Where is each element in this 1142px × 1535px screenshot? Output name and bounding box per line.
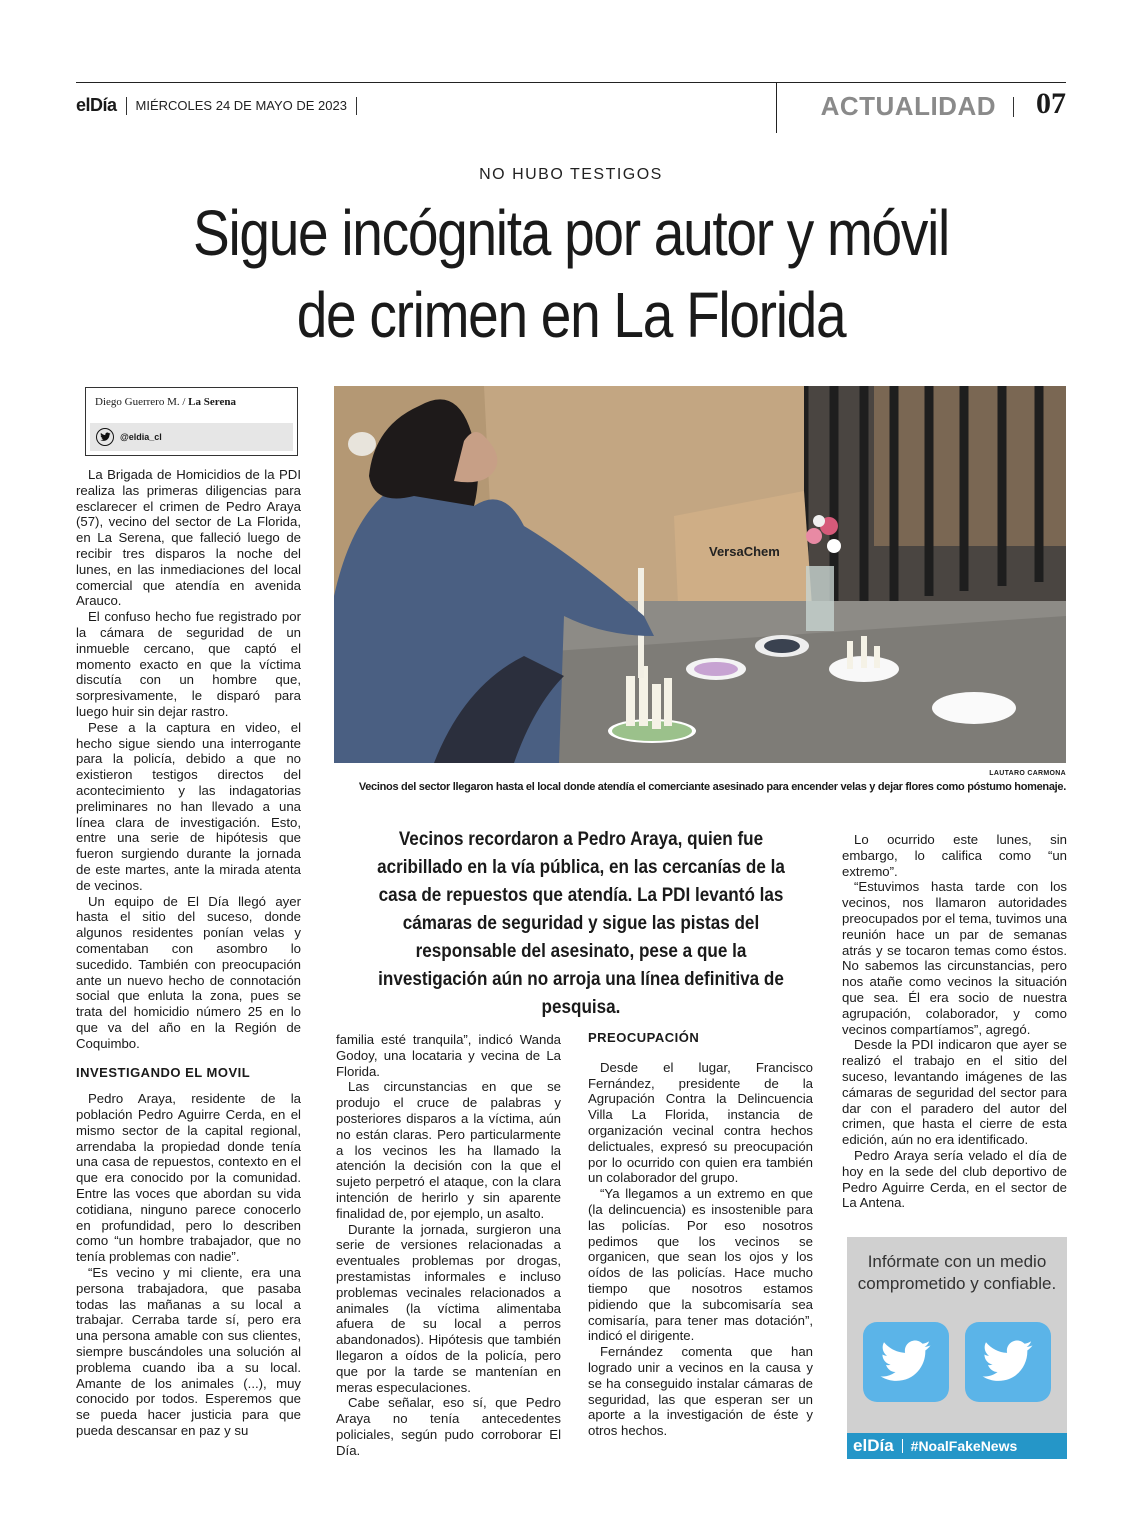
ad-hashtag[interactable]: #NoalFakeNews bbox=[910, 1438, 1018, 1454]
article-column-2 bbox=[336, 1032, 561, 1459]
article-column-1 bbox=[76, 467, 301, 1439]
paragraph: Lo ocurrido este lunes, sin embargo, lo califica como “un extremo”. bbox=[842, 832, 1067, 879]
byline-box bbox=[85, 387, 298, 456]
paragraph: “Ya llegamos a un extremo en que (la delincuencia) es insostenible para las policías. Por eso nosotros pedimos que los vecinos se organicen, que sean los ojos y los oídos de las policías. Hace mucho tiempo que nosotros estamos pidiendo que la subcomisaría sea comisaría, para tener mas dotación”, indicó el dirigente. bbox=[588, 1186, 813, 1344]
page-divider bbox=[1013, 97, 1014, 117]
paragraph: Pese a la captura en video, el hecho sigue siendo una interrogante para la policía, debido a que no existieron testigos directos del acontecimiento y las indagatorias preliminares no han llevado a una línea clara de investigación. Esto, entre una serie de hipótesis que fueron surgiendo durante la jornada de este martes, ante la mirada atenta de vecinos. bbox=[76, 719, 301, 893]
ad-text-line-1: Infórmate con un medio bbox=[867, 1252, 1047, 1271]
headline-line-1: Sigue incógnita por autor y móvil bbox=[193, 197, 949, 269]
paragraph: El confuso hecho fue registrado por la cámara de seguridad de un inmueble cercano, que captó el momento exacto en que la víctima discutía con un hombre que, sorpresivamente, le disparó para luego huir sin dejar rastro. bbox=[76, 609, 301, 719]
section-title: ACTUALIDAD bbox=[820, 91, 996, 121]
kicker: NO HUBO TESTIGOS bbox=[479, 166, 663, 183]
byline bbox=[95, 396, 236, 408]
author-location: La Serena bbox=[188, 396, 236, 408]
photo-caption: Vecinos del sector llegaron hasta el local donde atendía el comerciante asesinado para encender velas y dejar flores como póstumo homenaje. bbox=[358, 781, 1066, 793]
paragraph: Pedro Araya, residente de la población Pedro Aguirre Cerda, en el mismo sector de la capital regional, arrendaba la propiedad donde tenía una casa de repuestos, contexto en el que era conocido por la comunidad. Entre las voces que abordan su vida cotidiana, ninguno parece conocerlo en profundidad, pero lo describen como “un hombre trabajador, que no tenía problemas con nadie”. bbox=[76, 1091, 301, 1265]
paragraph: “Es vecino y mi cliente, era una persona trabajadora, que pasaba todas las mañanas a su local a trabajar. Cerraba tarde sí, pero era una persona amable con sus clientes, siempre buscándoles una solución al problema cuando iba a su local. Amante de los animales (...), muy conocido por todos. Esperemos que se pueda hacer justicia para que pueda descansar en paz y su bbox=[76, 1265, 301, 1439]
paragraph: Un equipo de El Día llegó ayer hasta el sitio del suceso, donde algunos residentes ponían velas y comentaban con asombro lo sucedido. También con preocupación ante un nuevo hecho de connotación social que enluta la zona, pues se trata del homicidio número 25 en lo que va del año en la Región de Coquimbo. bbox=[76, 893, 301, 1051]
svg-text:VersaChem: VersaChem bbox=[709, 544, 780, 559]
page-number: 07 bbox=[1036, 87, 1066, 120]
header-section-box bbox=[776, 83, 1066, 133]
ad-logo-dia: Día bbox=[867, 1436, 894, 1455]
header-divider bbox=[126, 97, 127, 115]
paragraph: Pedro Araya sería velado el día de hoy en la sede del club deportivo de Pedro Aguirre Cerda, en el sector de La Antena. bbox=[842, 1147, 1067, 1211]
header-left bbox=[76, 95, 357, 116]
paragraph: familia esté tranquila”, indicó Wanda Godoy, una locataria y vecina de La Florida. bbox=[336, 1032, 561, 1079]
paragraph: “Estuvimos hasta tarde con los vecinos, nos llamaron autoridades preocupados por el tema, tuvimos una reunión hace un par de semanas atrás y se tocaron temas como éstos. No sabemos las circunstancias, pero nos atañe como vecinos la situación que sea. Él era socio de nuestra agrupación, colaborador, y como vecinos compartíamos”, agregó. bbox=[842, 879, 1067, 1037]
article-column-3 bbox=[588, 1018, 813, 1439]
header-divider bbox=[356, 97, 357, 115]
newspaper-logo[interactable] bbox=[76, 95, 117, 116]
twitter-line[interactable] bbox=[90, 423, 293, 451]
twitter-handle: @eldia_cl bbox=[120, 432, 162, 442]
logo-dia: Día bbox=[90, 95, 117, 115]
paragraph: Cabe señalar, eso sí, que Pedro Araya no tenía antecedentes policiales, según pudo corroborar El Día. bbox=[336, 1395, 561, 1458]
page-header bbox=[76, 82, 1066, 132]
headline bbox=[132, 192, 1011, 356]
subheading-preocupacion: PREOCUPACIÓN bbox=[588, 1030, 700, 1045]
ad-divider bbox=[902, 1439, 903, 1453]
paragraph: Desde el lugar, Francisco Fernández, presidente de la Agrupación Contra la Delincuencia Villa La Florida, instancia de organización vecinal contra hechos delictuales, expresó su preocupación por lo ocurrido con quien era también un colaborador del grupo. bbox=[588, 1059, 813, 1186]
ad-text bbox=[847, 1251, 1067, 1295]
ad-logo bbox=[853, 1436, 894, 1456]
ad-footer bbox=[847, 1433, 1067, 1459]
paragraph: Desde la PDI indicaron que ayer se realizó el trabajo en el sitio del suceso, levantando imágenes de las cámaras de seguridad del sector para dar con el paradero del autor del crimen, que hasta el cierre de esta edición, aún no era identificado. bbox=[842, 1037, 1067, 1148]
paragraph: Durante la jornada, surgieron una serie de versiones relacionadas a eventuales problemas por drogas, prestamistas informales e incluso problemas vecinales relacionados a animales (la víctima alimentaba afuera de su local a perros abandonados). Hipótesis que también llegaron a oídos de la policía, pero que por la tarde se mantenían en meras especulaciones. bbox=[336, 1221, 561, 1395]
photo-credit: LAUTARO CARMONA bbox=[989, 770, 1066, 777]
article-column-4 bbox=[842, 832, 1067, 1211]
ad-logo-el: el bbox=[853, 1436, 868, 1455]
headline-line-2: de crimen en La Florida bbox=[296, 279, 846, 351]
twitter-bird-icon bbox=[96, 428, 114, 446]
paragraph: La Brigada de Homicidios de la PDI realiza las primeras diligencias para esclarecer el crimen de Pedro Araya (57), vecino del sector de La Florida, en La Serena, que falleció luego de recibir tres disparos la noche del lunes, en las inmediaciones del local comercial que atendía en avenida Arauco. bbox=[76, 467, 301, 609]
author-name: Diego Guerrero M. / bbox=[95, 396, 186, 408]
twitter-bird-icon bbox=[863, 1322, 949, 1402]
logo-el: el bbox=[76, 95, 91, 115]
twitter-promo-ad[interactable] bbox=[847, 1237, 1067, 1459]
article-lead: Vecinos recordaron a Pedro Araya, quien fue acribillado en la vía pública, en las cercanías de la casa de repuestos que atendía. La PDI levantó las cámaras de seguridad y sigue las pistas del responsable del asesinato, pese a que la investigación aún no arroja una línea definitiva de pesquisa. bbox=[377, 829, 785, 1018]
ad-text-line-2: comprometido y confiable. bbox=[857, 1274, 1057, 1293]
twitter-bird-icon bbox=[965, 1322, 1051, 1402]
issue-date: MIÉRCOLES 24 DE MAYO DE 2023 bbox=[135, 98, 347, 113]
article-photo bbox=[334, 386, 1066, 763]
paragraph: Fernández comenta que han logrado unir a vecinos en la causa y se ha conseguido instalar cámaras de seguridad, las que esperan ser un aporte a la investigación de éste y otros hechos. bbox=[588, 1344, 813, 1439]
paragraph: Las circunstancias en que se produjo el cruce de palabras y posteriores disparos a la víctima, aún no están claras. Pero particularmente a los vecinos les ha llamado la atención la decisión con la que el sujeto perpetró el ataque, con la clara intención de herirlo y sin aparente finalidad de, por ejemplo, un asalto. bbox=[336, 1079, 561, 1221]
subheading-investigando: INVESTIGANDO EL MOVIL bbox=[76, 1065, 251, 1081]
